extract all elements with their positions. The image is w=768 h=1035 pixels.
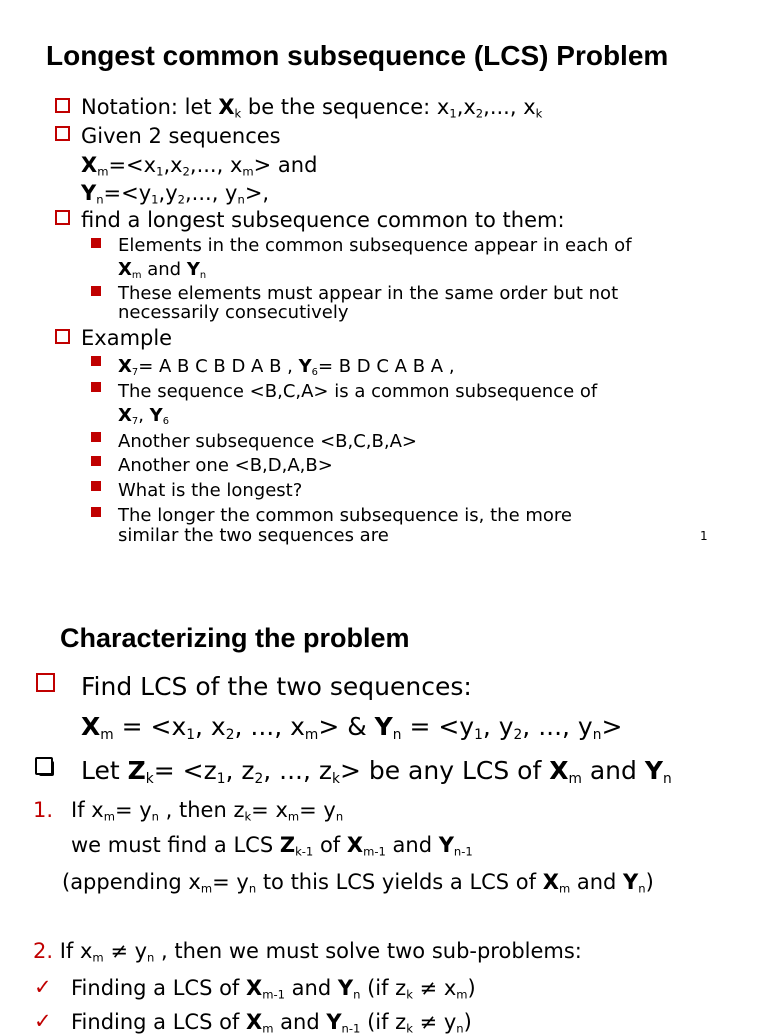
bullet-filled-icon xyxy=(91,382,101,392)
notation-line: Notation: let $X_k$ be the sequence: $x_1,x_2$,..., $x_k$ xyxy=(81,95,543,121)
sub-order-line1: These elements must appear in the same order but not xyxy=(118,283,619,304)
bullet-square-icon xyxy=(55,210,70,225)
example-longer-line1: The longer the common subsequence is, the more xyxy=(118,505,573,526)
bullet-filled-icon xyxy=(91,432,101,442)
sequence-x-def: $X_m=<x_1,x_2$,..., $x_m>$ and xyxy=(81,153,318,179)
find-line: find a longest subsequence common to them: xyxy=(81,208,565,232)
example-common-line2: $X_7$, $Y_6$ xyxy=(118,405,169,427)
bullet-square-icon xyxy=(55,98,70,113)
checkmark-icon: ✓ xyxy=(34,975,52,999)
bullet-filled-icon xyxy=(91,356,101,366)
example-line: Example xyxy=(81,326,173,350)
example-another-one: Another one <B,D,A,B> xyxy=(118,455,333,476)
given-line: Given 2 sequences xyxy=(81,124,281,148)
case-1-condition: If $x_m= y_n$ , then $z_k= x_m= y_n$ xyxy=(71,798,344,824)
sub-elements-line2: $X_m$ and $Y_n$ xyxy=(118,259,207,281)
subproblem-1: Finding a LCS of $X_{m-1}$ and $Y_n$ (if $z_k \ne x_m$) xyxy=(71,976,476,1002)
example-longest-question: What is the longest? xyxy=(118,480,303,501)
page-number: 1 xyxy=(700,529,708,543)
bullet-square-icon xyxy=(55,329,70,344)
bullet-filled-icon xyxy=(91,456,101,466)
bullet-filled-icon xyxy=(91,238,101,248)
slide-1-title: Longest common subsequence (LCS) Problem xyxy=(46,40,669,71)
example-longer-line2: similar the two sequences are xyxy=(118,525,389,546)
bullet-square-icon xyxy=(55,126,70,141)
slide-2-title: Characterizing the problem xyxy=(60,623,410,653)
example-common-line1: The sequence <B,C,A> is a common subsequence of xyxy=(118,381,598,402)
sub-elements-line1: Elements in the common subsequence appear in each of xyxy=(118,235,632,256)
bullet-filled-icon xyxy=(91,286,101,296)
bullet-filled-icon xyxy=(91,507,101,517)
checkmark-icon: ✓ xyxy=(34,1009,52,1033)
case-1-number: 1. xyxy=(33,798,54,822)
find-lcs-line: Find LCS of the two sequences: xyxy=(81,672,472,701)
sequence-y-def: $Y_n=<y_1,y_2$,..., $y_n>$, xyxy=(81,181,270,207)
bullet-square-icon xyxy=(36,673,55,692)
subproblem-2: Finding a LCS of $X_m$ and $Y_{n-1}$ (if $z_k \ne y_n$) xyxy=(71,1010,472,1035)
case-2-condition: 2. If $x_m \ne y_n$ , then we must solve two sub-problems: xyxy=(33,939,582,965)
bullet-filled-icon xyxy=(91,481,101,491)
example-sequences: $X_7= A$ B C B D A B , $Y_6= B$ D C A B A , xyxy=(118,356,455,378)
example-another-sub: Another subsequence <B,C,B,A> xyxy=(118,431,417,452)
sub-order-line2: necessarily consecutively xyxy=(118,302,349,323)
let-line: Let $Z_k= <z_1$, $z_2$, ..., $z_k>$ be any LCS of $X_m$ and $Y_n$ xyxy=(81,756,672,788)
case-1-note: (appending $x_m= y_n$ to this LCS yields a LCS of $X_m$ and $Y_n$) xyxy=(62,870,654,896)
sequences-line: $X_m = <x_1$, $x_2$, ..., $x_m>$ & $Y_n = <y_1$, $y_2$, ..., $y_n>$ xyxy=(81,712,623,744)
case-1-action: we must find a LCS $Z_{k-1}$ of $X_{m-1}$ and $Y_{n-1}$ xyxy=(71,833,473,859)
